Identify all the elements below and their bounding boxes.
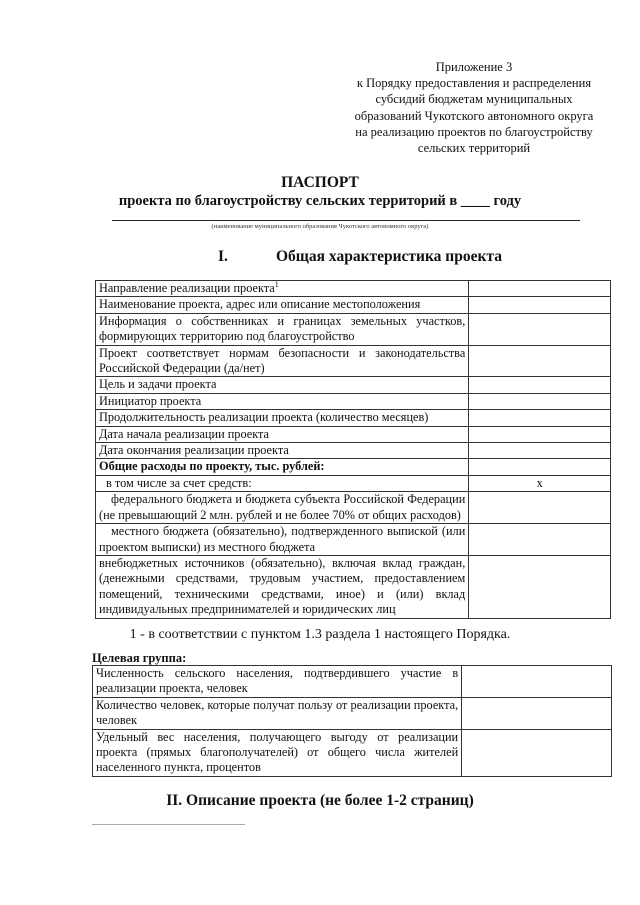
appendix-line: на реализацию проектов по благоустройству [355, 124, 593, 139]
footnote-marker: 1 [274, 280, 279, 289]
row-value-cell[interactable] [462, 666, 612, 698]
row-label-cell [96, 281, 469, 297]
row-value-cell[interactable] [469, 281, 611, 297]
project-characteristics-table [95, 280, 611, 619]
row-label-cell: Проект соответствует нормам безопасности и законодательства Российской Федерации (да/нет) [96, 345, 469, 377]
table-row [93, 666, 612, 698]
row-value-cell[interactable] [469, 313, 611, 345]
row-value-cell[interactable] [469, 345, 611, 377]
appendix-header [340, 59, 608, 156]
table-row [96, 459, 611, 475]
row-label-cell: федерального бюджета и бюджета субъекта Российской Федерации (не превышающий 2 млн. рублей и не более 70% от общих расходов) [96, 492, 469, 524]
municipality-caption: (наименование муниципального образования Чукотского автономного округа) [211, 223, 429, 230]
section-1-heading [218, 248, 502, 266]
row-value-cell[interactable] [469, 555, 611, 618]
section-2-heading: II. Описание проекта (не более 1-2 страниц) [166, 792, 474, 809]
document-subtitle: проекта по благоустройству сельских территорий в ____ году [118, 193, 522, 209]
appendix-line: образований Чукотского автономного округа [354, 108, 594, 123]
row-value-cell[interactable] [469, 426, 611, 442]
table-row [96, 475, 611, 491]
section-1-number: I. [218, 248, 228, 265]
row-value-cell[interactable] [469, 492, 611, 524]
table-row [96, 492, 611, 524]
row-label-cell: местного бюджета (обязательно), подтвержденного выпиской (или проектом выписки) из местного бюджета [96, 524, 469, 556]
row-value-cell[interactable] [469, 377, 611, 393]
table-row [96, 410, 611, 426]
target-group-table [92, 665, 612, 777]
document-title: ПАСПОРТ [281, 174, 359, 191]
table-row [96, 393, 611, 409]
row-label-cell: Общие расходы по проекту, тыс. рублей: [96, 459, 469, 475]
row-value-cell[interactable] [469, 443, 611, 459]
table-row [96, 426, 611, 442]
table-row [96, 313, 611, 345]
table-row [93, 697, 612, 729]
row-label-cell: Количество человек, которые получат пользу от реализации проекта, человек [93, 697, 462, 729]
table-row [96, 345, 611, 377]
section-1-title: Общая характеристика проекта [276, 248, 502, 265]
row-value-cell[interactable] [462, 729, 612, 776]
row-label-cell: в том числе за счет средств: [96, 475, 469, 491]
table-row [96, 555, 611, 618]
table-row [96, 297, 611, 313]
row-label: Направление реализации проекта [99, 281, 275, 295]
row-label-cell: Удельный вес населения, получающего выгоду от реализации проекта (прямых благополучателей) от общего числа жителей населенного пункта, процентов [93, 729, 462, 776]
table-row [93, 729, 612, 776]
row-value-cell[interactable] [462, 697, 612, 729]
row-label-cell: Цель и задачи проекта [96, 377, 469, 393]
table-row [96, 281, 611, 297]
row-label-cell: Дата начала реализации проекта [96, 426, 469, 442]
row-label-cell: Численность сельского населения, подтвердившего участие в реализации проекта, человек [93, 666, 462, 698]
appendix-line: к Порядку предоставления и распределения [356, 76, 592, 91]
row-value-cell[interactable] [469, 297, 611, 313]
municipality-fill-line[interactable] [112, 220, 580, 221]
appendix-line: Приложение 3 [435, 60, 513, 74]
table-row [96, 524, 611, 556]
row-label-cell: Информация о собственниках и границах земельных участков, формирующих территорию под благоустройство [96, 313, 469, 345]
appendix-line: субсидий бюджетам муниципальных [375, 92, 573, 107]
row-value-cell[interactable] [469, 393, 611, 409]
appendix-line: сельских территорий [417, 141, 531, 156]
row-value-cell[interactable] [469, 410, 611, 426]
table-row [96, 377, 611, 393]
row-label-cell: Дата окончания реализации проекта [96, 443, 469, 459]
row-value-cell[interactable] [469, 459, 611, 475]
row-value-cell: х [469, 475, 611, 491]
row-label-cell: Инициатор проекта [96, 393, 469, 409]
target-group-title: Целевая группа: [92, 651, 187, 665]
row-label-cell: внебюджетных источников (обязательно), включая вклад граждан, (денежными средствами, трудовым участием, предоставлением помещений, техническими средствами, иное) и (или) вклад индивидуальных предпринимателей и юридических лиц [96, 555, 469, 618]
footnote-text: 1 - в соответствии с пунктом 1.3 раздела 1 настоящего Порядка. [129, 627, 511, 642]
row-value-cell[interactable] [469, 524, 611, 556]
footnote-separator [92, 824, 245, 825]
row-label-cell: Продолжительность реализации проекта (количество месяцев) [96, 410, 469, 426]
table-row [96, 443, 611, 459]
row-label-cell: Наименование проекта, адрес или описание местоположения [96, 297, 469, 313]
